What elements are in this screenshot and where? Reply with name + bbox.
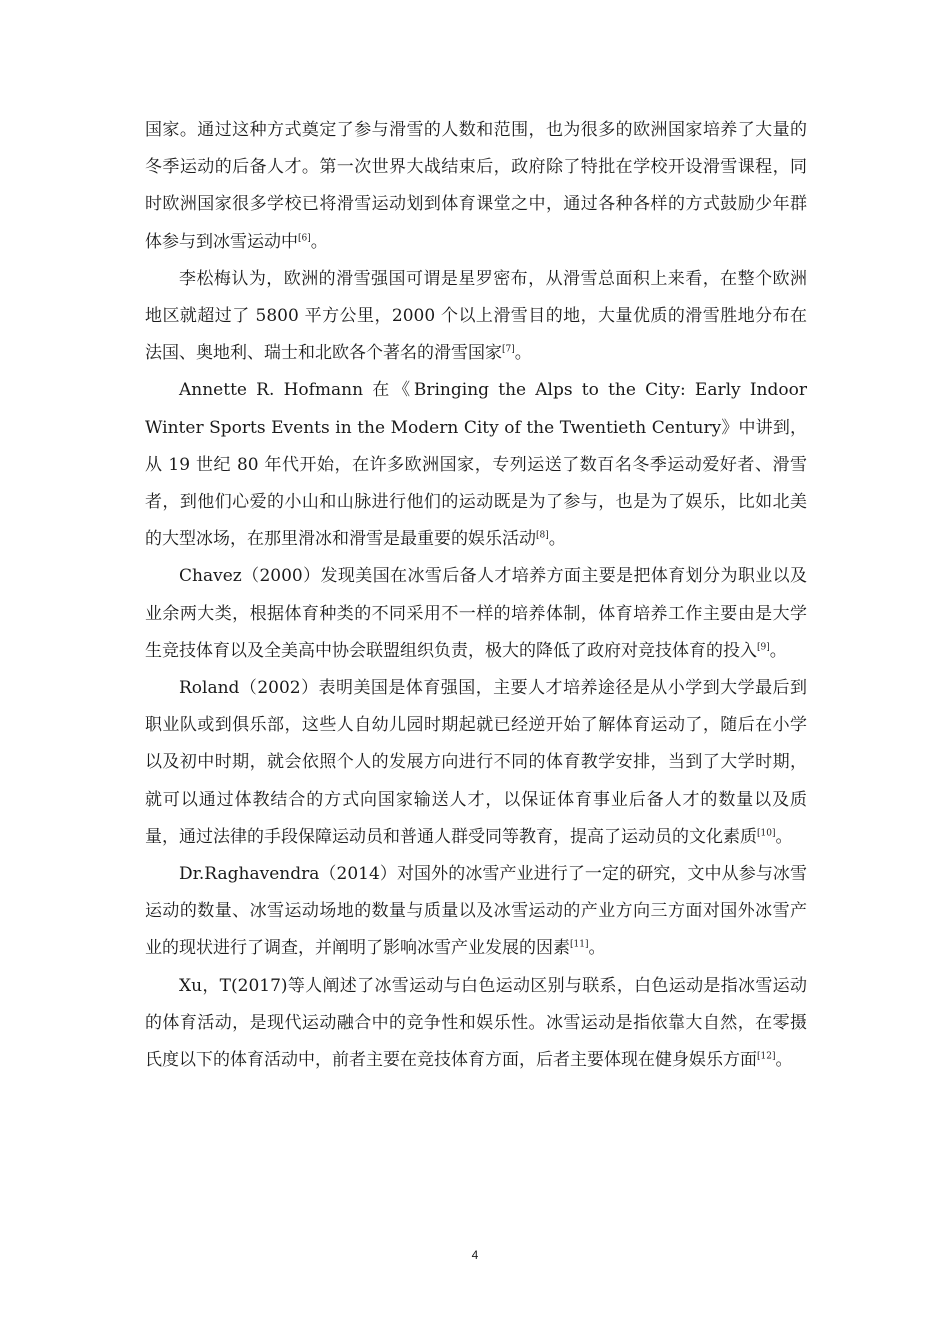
paragraph-end: 。 — [775, 826, 793, 847]
citation-ref: [12] — [757, 1051, 776, 1062]
paragraph-li-songmei — [145, 261, 807, 373]
page-number: 4 — [471, 1248, 479, 1262]
citation-ref: [9] — [757, 642, 770, 653]
paragraph-end: 。 — [310, 231, 328, 252]
paragraph-chavez — [145, 558, 807, 670]
paragraph-continuation — [145, 112, 807, 261]
paragraph-raghavendra — [145, 856, 807, 968]
citation-ref: [6] — [298, 232, 311, 243]
paragraph-xu — [145, 968, 807, 1080]
document-body — [145, 112, 807, 1079]
paragraph-text: 李松梅认为，欧洲的滑雪强国可谓是星罗密布，从滑雪总面积上来看，在整个欧洲地区就超过了 5800 平方公里，2000 个以上滑雪目的地，大量优质的滑雪胜地分布在法国、奥地利、瑞士和北欧各个著名的滑雪国家 — [145, 268, 807, 364]
paragraph-text: 国家。通过这种方式奠定了参与滑雪的人数和范围，也为很多的欧洲国家培养了大量的冬季运动的后备人才。第一次世界大战结束后，政府除了特批在学校开设滑雪课程，同时欧洲国家很多学校已将滑雪运动划到体育课堂之中，通过各种各样的方式鼓励少年群体参与到冰雪运动中 — [145, 120, 807, 252]
paragraph-text: Xu，T(2017)等人阐述了冰雪运动与白色运动区别与联系，白色运动是指冰雪运动的体育活动，是现代运动融合中的竞争性和娱乐性。冰雪运动是指依靠大自然，在零摄氏度以下的体育活动中，前者主要在竞技体育方面，后者主要体现在健身娱乐方面 — [145, 975, 807, 1071]
paragraph-text: Annette R. Hofmann 在《Bringing the Alps to the City: Early Indoor Winter Sports Events in the Modern City of the Twentieth Century》中讲到，从 19 世纪 80 年代开始，在许多欧洲国家，专列运送了数百名冬季运动爱好者、滑雪者，到他们心爱的小山和山脉进行他们的运动既是为了参与，也是为了娱乐，比如北美的大型冰场，在那里滑冰和滑雪是最重要的娱乐活动 — [145, 380, 807, 550]
citation-ref: [11] — [570, 939, 589, 950]
paragraph-end: 。 — [548, 529, 566, 550]
paragraph-roland — [145, 670, 807, 856]
paragraph-text: Chavez（2000）发现美国在冰雪后备人才培养方面主要是把体育划分为职业以及业余两大类，根据体育种类的不同采用不一样的培养体制，体育培养工作主要由是大学生竞技体育以及全美高中协会联盟组织负责，极大的降低了政府对竞技体育的投入 — [145, 566, 807, 661]
paragraph-text: Dr.Raghavendra（2014）对国外的冰雪产业进行了一定的研究，文中从参与冰雪运动的数量、冰雪运动场地的数量与质量以及冰雪运动的产业方向三方面对国外冰雪产业的现状进行了调查，并阐明了影响冰雪产业发展的因素 — [145, 864, 807, 959]
paragraph-end: 。 — [514, 343, 532, 364]
citation-ref: [10] — [757, 828, 776, 839]
paragraph-text: Roland（2002）表明美国是体育强国，主要人才培养途径是从小学到大学最后到职业队或到俱乐部，这些人自幼儿园时期起就已经逆开始了解体育运动了，随后在小学以及初中时期，就会依照个人的发展方向进行不同的体育教学安排，当到了大学时期，就可以通过体教结合的方式向国家输送人才，以保证体育事业后备人才的数量以及质量，通过法律的手段保障运动员和普通人群受同等教育，提高了运动员的文化素质 — [145, 678, 807, 847]
paragraph-hofmann — [145, 372, 807, 558]
citation-ref: [7] — [502, 344, 515, 355]
paragraph-end: 。 — [588, 938, 606, 959]
citation-ref: [8] — [536, 530, 549, 541]
paragraph-end: 。 — [775, 1050, 793, 1071]
paragraph-end: 。 — [769, 640, 787, 661]
